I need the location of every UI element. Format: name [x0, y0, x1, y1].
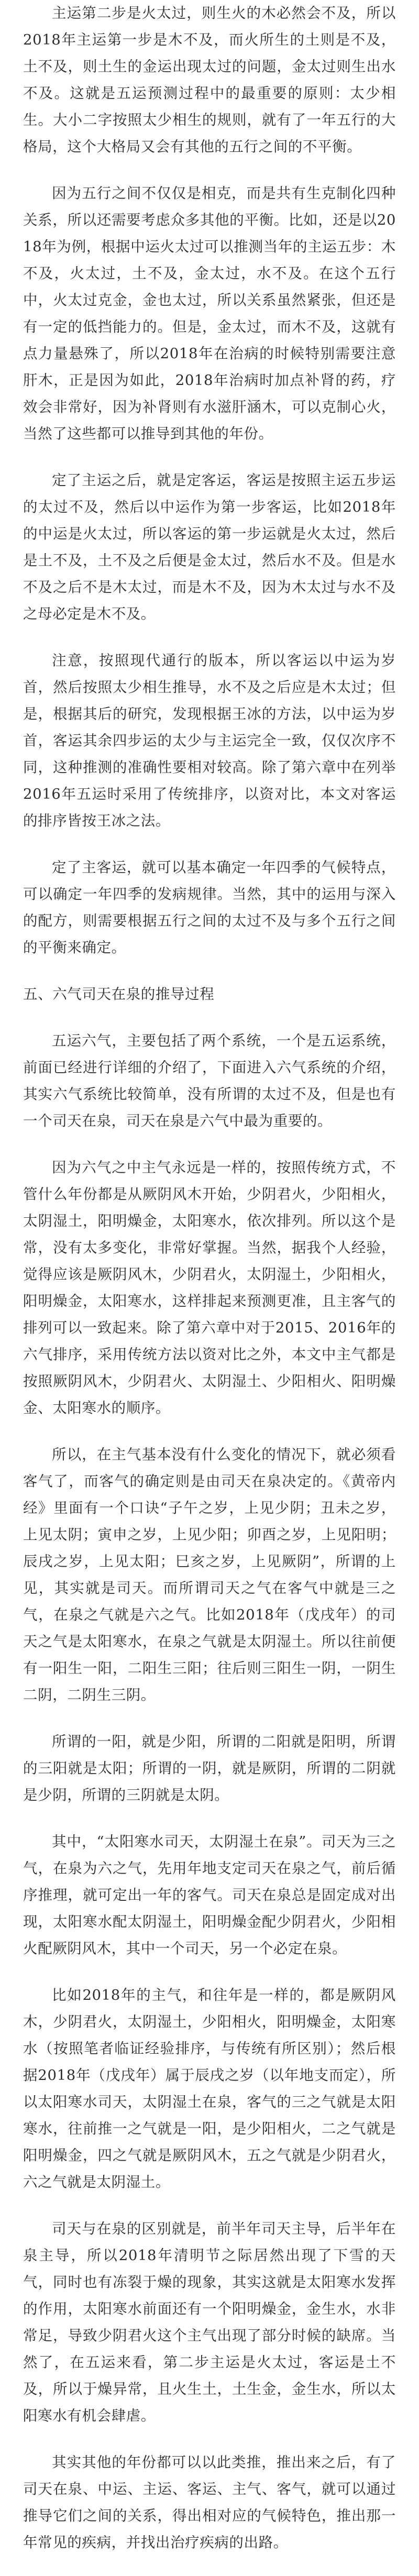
section-heading: 五、六气司天在泉的推导过程 — [23, 986, 215, 1003]
paragraph: 因为五行之间不仅仅是相克，而是共有生克制化四种关系，所以还需要考虑众多其他的平衡。比如，还是以2018年为例，根据中运火太过可以推测当年的主运五步：木不及，火太过，土不及，金太过，水不及。在这个五行中，火太过克金，金也太过，所以关系虽然紧张，但还是有一定的低挡能力的。但是，金太过，而木不及，这就有点力量悬殊了，所以2018年在治病的时候特别需要注意肝木，正是因为如此，2018年治病时加点补肾的药，疗效会非常好，因为补肾则有水滋肝涵木，可以克制心火，当然了这些都可以推导到其他的年份。 — [23, 185, 396, 442]
paragraph: 其实其他的年份都可以以此类推，推出来之后，有了司天在泉、中运、主运、客运、主气、客气，就可以通过推导它们之间的关系，得出相对应的气候特色，推出那一年常见的疾病，并找出治疗疾病的出路。 — [23, 2454, 396, 2551]
paragraph: 其中，“太阳寒水司天，太阴湿土在泉”。司天为三之气，在泉为六之气，先用年地支定司天在泉之气，前后循序推理，就可定出一年的客气。司天在泉总是固定成对出现，太阳寒水配太阴湿土，阳明燥金配少阴君火，少阳相火配厥阴风木，其中一个司天，另一个必定在泉。 — [23, 1833, 396, 1957]
paragraph: 因为六气之中主气永远是一样的，按照传统方式，不管什么年份都是从厥阴风木开始，少阴君火，少阳相火，太阴湿土，阳明燥金，太阳寒水，依次排列。所以这个是常，没有太多变化，非常好掌握。当然，据我个人经验，觉得应该是厥阴风木，少阴君火，太阴湿土，少阳相火，阳明燥金，太阳寒水，这样排起来预测更准，且主客气的排列可以一致起来。除了第六章中对于2015、2016年的六气排序，采用传统方法以资对比之外，本文中主气都是按照厥阴风木，少阴君火、太阴湿土、少阳相火、阳明燥金、太阳寒水的顺序。 — [23, 1159, 396, 1416]
paragraph: 司天与在泉的区别就是，前半年司天主导，后半年在泉主导，所以2018年清明节之际居然出现了下雪的天气，同时也有冻裂于燥的现象，其实这就是太阳寒水发挥的作用，太阳寒水前面还有一个阳明燥金，金生水，水非常足，导致少阴君火这个主气出现了部分时候的缺席。当然了，在五运来看，第二步主运是火太过，客运是土不及，所以于燥异常，且火生土，土生金，金生水，所以太阳寒水有机会肆虐。 — [23, 2220, 396, 2424]
paragraph: 定了主客运，就可以基本确定一年四季的气候特点，可以确定一年四季的发病规律。当然，其中的运用与深入的配方，则需要根据五行之间的太过不及与多个五行之间的平衡来确定。 — [23, 859, 396, 956]
paragraph: 主运第二步是火太过，则生火的木必然会不及，所以2018年主运第一步是木不及，而火所生的土则是不及，土不及，则土生的金运出现太过的问题，金太过则生出水不及。这就是五运预测过程中的最重要的原则：太少相生。大小二字按照太少相生的规则，就有了一年五行的大格局，这个大格局又会有其他的五行之间的不平衡。 — [23, 5, 396, 155]
paragraph: 所以，在主气基本没有什么变化的情况下，就必须看客气了，而客气的确定则是由司天在泉决定的。《黄帝内经》里面有一个口诀“子午之岁，上见少阴；丑未之岁，上见太阴；寅申之岁，上见少阳；卯酉之岁，上见阳明；辰戌之岁，上见太阳；巳亥之岁，上见厥阴”，所谓的上见，其实就是司天。而所谓司天之气在客气中就是三之气，在泉之气就是六之气。比如2018年（戊戌年）的司天之气是太阳寒水，在泉之气就是太阴湿土。所以往前便有一阳生一阳，二阳生三阳；往后则三阳生一阴，一阴生二阴，二阴生三阴。 — [23, 1446, 396, 1703]
paragraph: 五运六气，主要包括了两个系统，一个是五运系统，前面已经进行详细的介绍了，下面进入六气系统的介绍，其实六气系统比较简单，没有所谓的太过不及，但是也有一个司天在泉，司天在泉是六气中最为重要的。 — [23, 1032, 396, 1129]
paragraph: 注意，按照现代通行的版本，所以客运以中运为岁首，然后按照太少相生推导，水不及之后应是木太过；但是，根据其后的研究，发现根据王冰的方法，以中运为岁首，客运其余四步运的太少与主运完全一致，仅仅次序不同，这种推测的准确性要相对较高。除了第六章中在列举2016年五运时采用了传统排序，以资对比，本文对客运的排序皆按王冰之法。 — [23, 652, 396, 829]
paragraph: 所谓的一阳，就是少阳，所谓的二阳就是阳明，所谓的三阳就是太阳；所谓的一阴，就是厥阴，所谓的二阴就是少阴，所谓的三阴就是太阴。 — [23, 1733, 396, 1803]
paragraph: 定了主运之后，就是定客运，客运是按照主运五步运的太过不及，然后以中运作为第一步客运，比如2018年的中运是火太过，所以客运的第一步运就是火太过，然后是土不及，土不及之后便是金太过，然后水不及。但是水不及之后不是木太过，而是木不及，因为木太过与水不及之母必定是木不及。 — [23, 472, 396, 622]
paragraph: 比如2018年的主气，和往年是一样的，都是厥阴风木，少阴君火，太阴湿土，少阳相火，阳明燥金，太阳寒水（按照笔者临证经验排序，与传统有所区别）；然后根据2018年（戊戌年）属于辰戌之岁（以年地支而定），所以太阳寒水司天，太阴湿土在泉，客气的三之气就是太阳寒水，往前推一之气就是一阳，是少阳相火，二之气就是阳明燥金，四之气就是厥阴风木，五之气就是少阴君火，六之气就是太阴湿土。 — [23, 1987, 396, 2190]
